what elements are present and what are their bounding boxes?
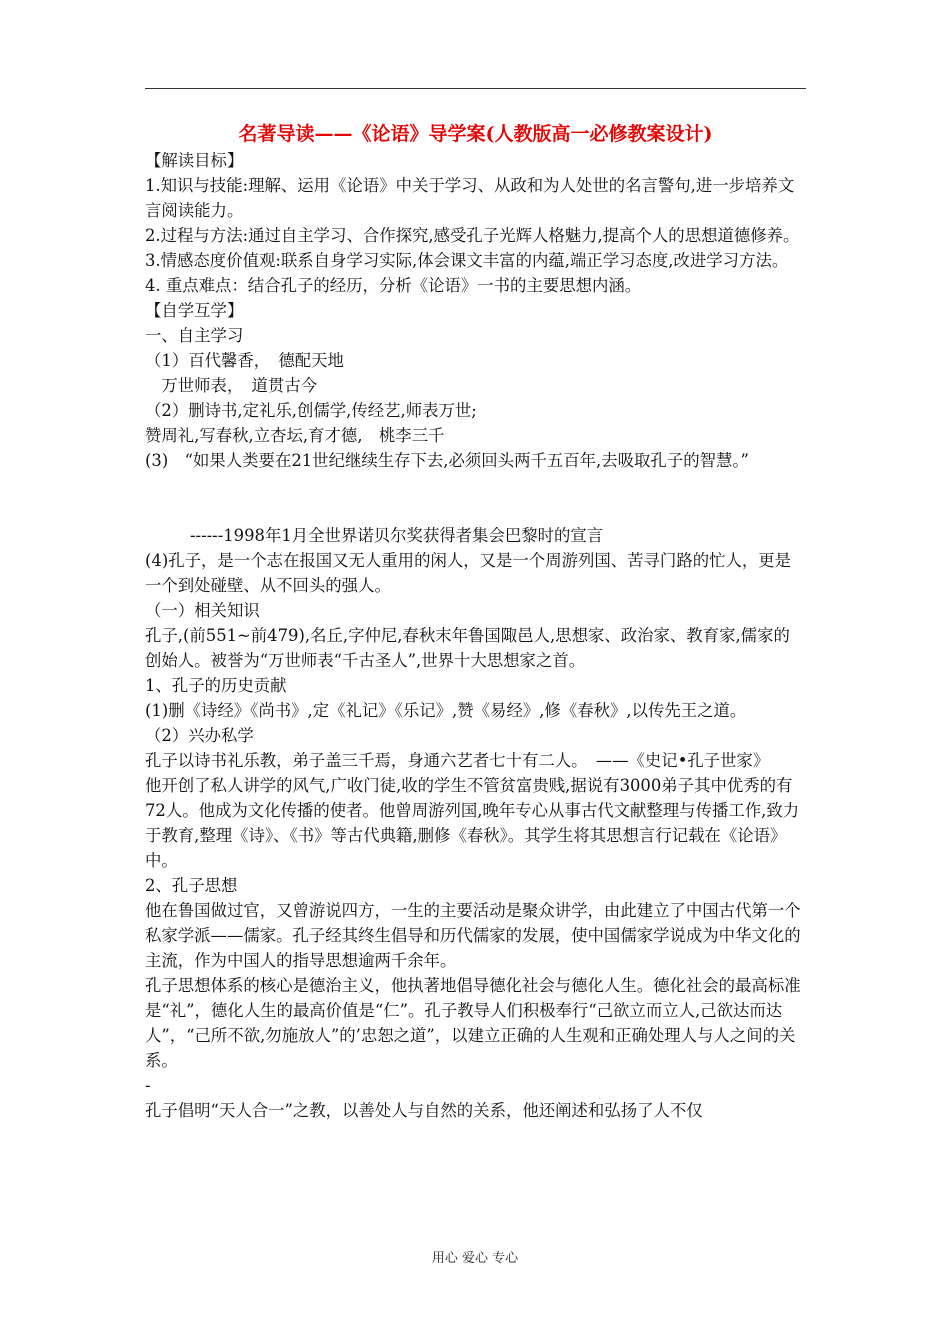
objective-1: 1.知识与技能:理解、运用《论语》中关于学习、从政和为人处世的名言警句,进一步培养文言阅读能力。 [145,176,795,220]
dash-mark: - [145,1076,151,1095]
couplet-line-2: 万世师表， 道贯古今 [145,376,318,395]
heading-historical-contribution: 1、孔子的历史贡献 [145,676,287,695]
quote-source: ------1998年1月全世界诺贝尔奖获得者集会巴黎时的宣言 [190,526,604,545]
shiji-quote: 孔子以诗书礼乐教，弟子盖三千焉，身通六艺者七十有二人。 ——《史记•孔子世家》 [145,751,770,770]
confucius-bio: 孔子,(前551~前479),名丘,字仲尼,春秋末年鲁国陬邑人,思想家、政治家、教育家,儒家的创始人。被誉为“万世师表“千古圣人”,世界十大思想家之首。 [145,626,790,670]
nobel-quote: (3) “如果人类要在21世纪继续生存下去,必须回头两千五百年,去吸取孔子的智慧。” [145,451,749,470]
contribution-2-heading: （2）兴办私学 [145,726,254,745]
heading-confucius-thought: 2、孔子思想 [145,876,238,895]
spacer [145,473,806,523]
thought-paragraph-1: 他在鲁国做过官，又曾游说四方，一生的主要活动是聚众讲学，由此建立了中国古代第一个私家学派——儒家。孔子经其终生倡导和历代儒家的发展，使中国儒家学说成为中华文化的主流，作为中国人的指导思想逾两千余年。 [145,901,801,970]
contribution-1: (1)删《诗经》《尚书》,定《礼记》《乐记》,赞《易经》,修《春秋》,以传先王之道。 [145,701,747,720]
objective-4: 4. 重点难点：结合孔子的经历，分析《论语》一书的主要思想内涵。 [145,276,642,295]
thought-paragraph-3: 孔子倡明“天人合一”之教，以善处人与自然的关系，他还阐述和弘扬了人不仅 [145,1101,703,1120]
page-footer: 用心 爱心 专心 [431,1251,519,1266]
section-heading-self-study: 【自学互学】 [145,301,244,320]
private-teaching-paragraph: 他开创了私人讲学的风气,广收门徒,收的学生不管贫富贵贱,据说有3000弟子其中优秀的有72人。他成为文化传播的使者。他曾周游列国,晚年专心从事古代文献整理与传播工作,致力于教育,整理《诗》、《书》等古代典籍,删修《春秋》。其学生将其思想言行记载在《论语》中。 [145,776,800,870]
confucius-description: (4)孔子，是一个志在报国又无人重用的闲人，又是一个周游列国、苦寻门路的忙人，更是一个到处碰壁、从不回头的强人。 [145,551,792,595]
section-heading-objectives: 【解读目标】 [145,151,244,170]
couplet-line-3: （2）删诗书,定礼乐,创儒学,传经艺,师表万世; [145,401,477,420]
objective-3: 3.情感态度价值观:联系自身学习实际,体会课文丰富的内蕴,端正学习态度,改进学习方法。 [145,251,789,270]
thought-paragraph-2: 孔子思想体系的核心是德治主义，他执著地倡导德化社会与德化人生。德化社会的最高标准是“礼”，德化人生的最高价值是“仁”。孔子教导人们积极奉行“己欲立而立人,己欲达而达人”，“己所不欲,勿施放人”的’忠恕之道”，以建立正确的人生观和正确处理人与人之间的关系。 [145,976,801,1070]
document-title: 名著导读——《论语》导学案(人教版高一必修教案设计) [238,123,713,145]
header-rule [145,88,806,89]
subheading-related-knowledge: （一）相关知识 [145,601,260,620]
document-body [145,148,806,1123]
couplet-line-4: 赞周礼,写春秋,立杏坛,育才德, 桃李三千 [145,426,445,445]
subheading-autonomous-study: 一、自主学习 [145,326,244,345]
objective-2: 2.过程与方法:通过自主学习、合作探究,感受孔子光辉人格魅力,提高个人的思想道德修养。 [145,226,800,245]
couplet-line-1: （1）百代馨香， 德配天地 [145,351,344,370]
